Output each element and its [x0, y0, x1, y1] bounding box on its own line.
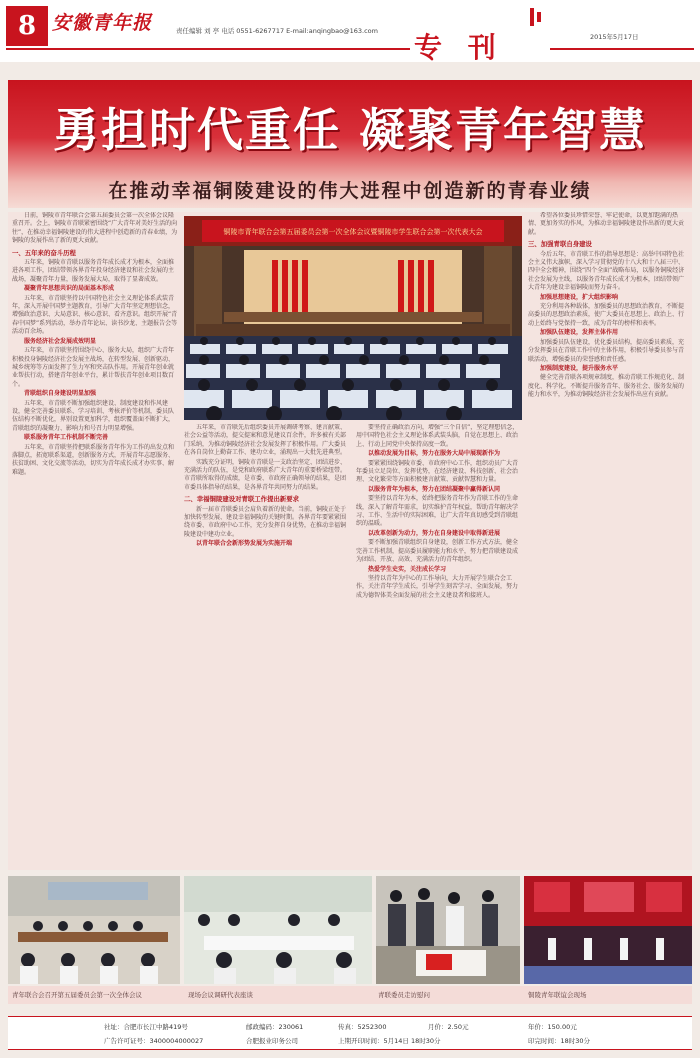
paragraph: 五年来，市青联坚持把联系服务青年作为工作的出发点和落脚点，拓宽联系渠道，创新服务方式，开展青年志愿服务、扶贫助困、文化交流等活动，切实为青年成长成才办实事、解难题。 — [12, 443, 175, 476]
bold-lead: 以推动发展为目标，努力在服务大局中展现新作为 — [368, 450, 501, 458]
photo-caption: 铜陵青年联谊会现场 — [528, 991, 587, 999]
main-headline: 勇担时代重任 凝聚青年智慧 — [52, 103, 647, 157]
section-heading: 一、五年来的奋斗历程 — [12, 248, 76, 257]
footer-annual-price: 年价：150.00元 — [528, 1023, 577, 1031]
footer-postcode: 邮政编码：230061 — [246, 1023, 304, 1031]
bold-lead: 服务经济社会发展成效明显 — [24, 337, 97, 345]
paragraph: 五年来，市青联不断加强组织建设、制度建设和作风建设，健全完善委员联系、学习培训、考核评价等机制，委员队伍结构不断优化，界别设置更加科学，组织覆盖面不断扩大，青联组织的凝聚力、影响力和号召力明显增强。 — [12, 399, 175, 432]
footer-finish-time: 印完时间：18时30分 — [528, 1037, 591, 1045]
article-body — [8, 212, 692, 870]
stage-banner-text: 铜陵市青年联合会第五届委员会第一次全体会议暨铜陵市学生联合会第一次代表大会 — [223, 228, 483, 236]
paragraph: 新一届市青联委员会肩负着新的使命。当前，铜陵正处于加快转型发展、建设幸福铜陵的关键时期。各界青年要紧紧围绕市委、市政府中心工作，充分发挥自身优势，在推动幸福铜陵建设中建功立业。 — [184, 505, 347, 538]
column-4 — [528, 212, 688, 868]
paragraph: 要坚持以青年为本，始终把服务青年作为青联工作的生命线，深入了解青年需求，切实维护青年权益，帮助青年解决学习、工作、生活中的实际困难，让广大青年真切感受到青联组织的温暖。 — [356, 495, 519, 528]
section-tag-bar-icon — [537, 12, 541, 22]
photo-captions — [8, 986, 692, 1004]
photo-visit — [376, 876, 520, 984]
paragraph: 要不断加强青联组织自身建设，创新工作方式方法，健全完善工作机制，提高委员履职能力和水平，努力把青联建设成为团结、开放、高效、充满活力的青年组织。 — [356, 539, 519, 564]
paragraph: 要紧紧围绕铜陵市委、市政府中心工作，组织动员广大青年委员立足岗位、发挥优势，在经济建设、科技创新、社会治理、文化繁荣等方面积极建言献策、贡献智慧和力量。 — [356, 459, 519, 484]
footer-address: 社址：合肥市长江中路419号 — [104, 1023, 188, 1031]
masthead-rule-left — [6, 48, 410, 50]
footer-print-time: 上期开印时间：5月14日 18时30分 — [338, 1037, 441, 1045]
headline-banner — [8, 80, 692, 208]
sub-headline: 在推动幸福铜陵建设的伟大进程中创造新的青春业绩 — [108, 180, 592, 202]
paragraph: 健全完善青联各项规章制度，推动青联工作规范化、制度化、科学化，不断提升服务青年、服务社会、服务发展的能力和水平，为推动铜陵经济社会发展作出应有贡献。 — [528, 374, 685, 399]
photo-discussion — [184, 876, 372, 984]
paragraph: 希望各位委员珍惜荣誉、牢记使命，以更加饱满的热情、更加务实的作风，为推动幸福铜陵建设作出新的更大贡献。 — [528, 212, 685, 236]
paragraph: 五年来，市青联先后组织委员开展调研考察、建言献策、社会公益等活动，提交提案和意见建议百余件，许多被有关部门采纳，为推动铜陵经济社会发展发挥了积极作用。广大委员在各自岗位上勤奋工作、建功立业，涌现出一大批先进典型。 — [184, 424, 347, 457]
bold-lead: 青联组织自身建设明显加强 — [24, 390, 97, 398]
bold-lead: 加强队伍建设，发挥主体作用 — [540, 329, 619, 337]
paragraph: 要坚持正确政治方向，增强“三个自信”，坚定理想信念，用中国特色社会主义理论体系武装头脑，自觉在思想上、政治上、行动上同党中央保持高度一致。 — [356, 424, 519, 448]
paragraph: 充分利用各种载体，加强委员的思想政治教育，不断提高委员的思想政治素质，使广大委员在思想上、政治上、行动上始终与党保持一致，成为青年的榜样和表率。 — [528, 303, 685, 327]
bold-lead: 加强思想建设，扩大组织影响 — [540, 293, 619, 301]
paragraph: 日前，铜陵市青年联合会第五届委员会第一次全体会议隆重召开。会上，铜陵市青联紧密围绕“广大青年对美好生活的向往”，在推动幸福铜陵建设的伟大进程中创造新的青春业绩，为铜陵的发展作出了新的更大贡献。 — [12, 212, 178, 245]
section-title: 专 刊 — [414, 31, 504, 64]
paragraph: 实践充分证明，铜陵市青联是一支政治坚定、团结进步、充满活力的队伍，是党和政府联系广大青年的重要桥梁纽带。市青联所取得的成绩，是市委、市政府正确领导的结果，是团市委具体指导的结果，是各界青年共同努力的结果。 — [184, 458, 347, 491]
section-heading: 三、加强青联自身建设 — [528, 240, 592, 249]
masthead-rule-right — [550, 48, 694, 50]
paragraph: 加强委员队伍建设，优化委员结构，提高委员素质，充分发挥委员在青联工作中的主体作用，积极引导委员参与青联活动，增强委员的荣誉感和责任感。 — [528, 338, 685, 363]
meeting-hall-image — [184, 216, 522, 420]
editor-contact-info: 责任编辑 刘 亭 电话 0551-6267717 E-mail:anqingbao@163.com — [176, 27, 378, 35]
column-2 — [184, 424, 350, 868]
bold-lead: 凝聚青年思想共识的局面基本形成 — [24, 285, 115, 293]
bold-lead: 以服务青年为根本，努力在团结凝聚中赢得新认同 — [368, 485, 501, 493]
photo-caption: 青联委员走访慰问 — [378, 991, 430, 999]
photo-strip — [8, 876, 692, 984]
bold-lead: 加强制度建设，提升服务水平 — [540, 364, 619, 372]
footer-fax: 传真：5252300 — [338, 1023, 387, 1031]
section-tag-bar-icon — [530, 8, 534, 26]
bold-lead: 联系服务青年工作机制不断完善 — [24, 434, 109, 442]
newspaper-footer — [8, 1016, 692, 1050]
paragraph: 五年来，市青联坚持围绕中心、服务大局，组织广大青年积极投身铜陵经济社会发展主战场，在转型发展、创新驱动、城乡统筹等方面发挥了生力军和突击队作用。开展青年创业就业帮扶行动，搭建青年创业平台，累计帮扶青年创业项目数百个。 — [12, 347, 175, 388]
footer-license: 广告许可证号：3400004000027 — [104, 1037, 204, 1045]
bold-lead: 以改革创新为动力，努力在自身建设中取得新进展 — [368, 529, 501, 537]
photo-caption: 现场会议调研代表座谈 — [188, 991, 253, 999]
photo-event-stage — [524, 876, 692, 984]
paragraph: 五年来，市青联坚持以中国特色社会主义理论体系武装青年，深入开展中国梦主题教育，引导广大青年坚定理想信念，增强政治意识、大局意识、核心意识、看齐意识。组织开展“青春中国梦”系列活动，举办青年论坛、读书沙龙、主题报告会等活动百余场。 — [12, 294, 178, 336]
column-3 — [356, 424, 522, 868]
issue-date: 2015年5月17日 — [590, 33, 639, 41]
paragraph: 五年来，铜陵市青联以服务青年成长成才为根本，全面推进各项工作，团结带领各界青年投身经济建设和社会发展的主战场，凝聚青年力量，服务发展大局，取得了显著成效。 — [12, 259, 175, 283]
photo-caption: 青年联合会召开第五届委员会第一次全体会议 — [12, 991, 142, 999]
paragraph: 坚持以青年为中心的工作导向，大力开展学生联合会工作，关注青年学生成长，引导学生刻苦学习、全面发展，努力成为德智体美全面发展的社会主义建设者和接班人。 — [356, 574, 519, 599]
footer-printer: 合肥报业印务公司 — [246, 1037, 298, 1045]
paragraph: 今后五年，市青联工作的指导思想是：高举中国特色社会主义伟大旗帜，深入学习贯彻党的十八大和十八届三中、四中全会精神，围绕“四个全面”战略布局，以服务铜陵经济社会发展为主线，以服务青年成长成才为根本，团结带领广大青年为建设幸福铜陵而努力奋斗。 — [528, 250, 685, 292]
main-meeting-photo — [184, 216, 522, 420]
photo-meeting — [8, 876, 180, 984]
column-1 — [12, 212, 178, 868]
page-number: 8 — [6, 6, 48, 46]
bold-lead: 以青年联合会新形势发展为实施开端 — [196, 540, 293, 548]
bold-lead: 热爱学生史实，关注成长学习 — [368, 565, 447, 573]
footer-price: 月价：2.50元 — [428, 1023, 469, 1031]
paper-name-logo: 安徽青年报 — [52, 12, 153, 34]
masthead — [0, 0, 700, 62]
section-heading: 二、幸福铜陵建设对青联工作提出新要求 — [184, 495, 300, 504]
